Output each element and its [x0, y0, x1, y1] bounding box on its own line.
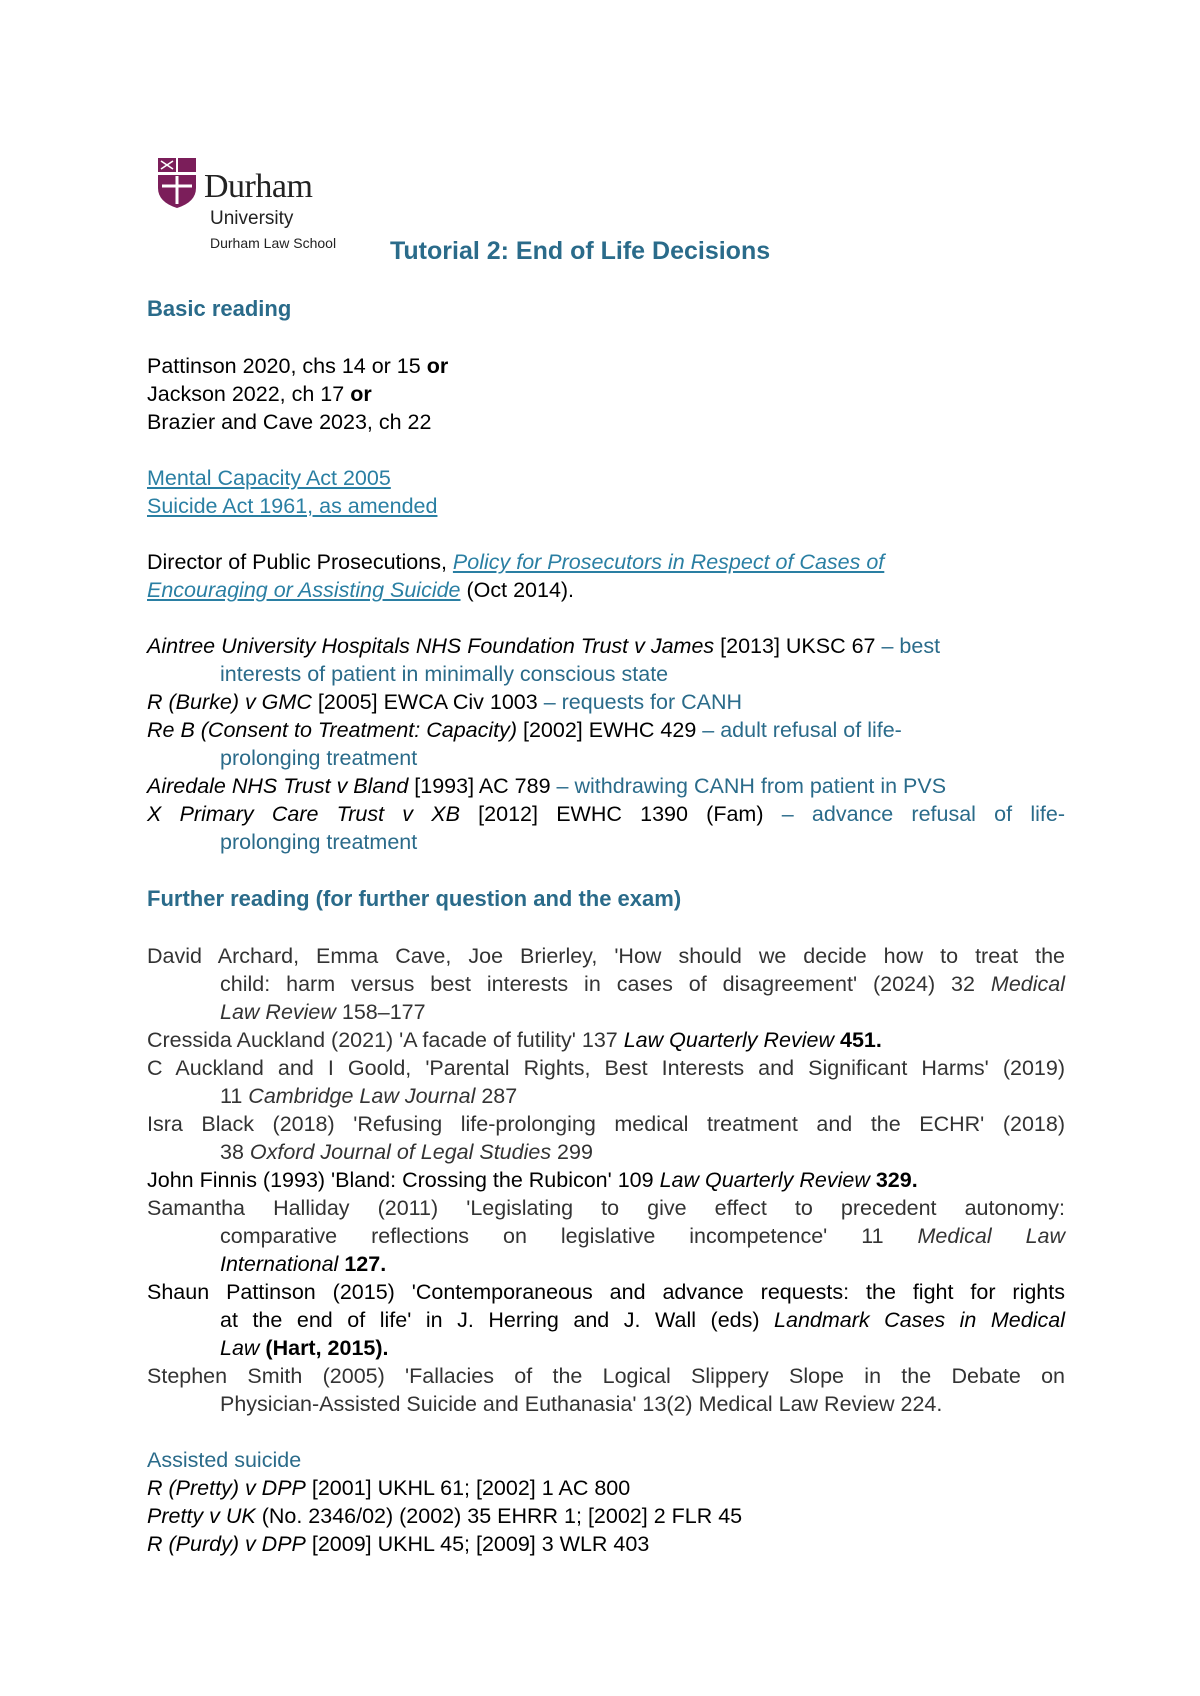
logo-name: Durham — [204, 168, 313, 205]
case-item: Pretty v UK (No. 2346/02) (2002) 35 EHRR 1; [2002] 2 FLR 45 — [147, 1504, 743, 1528]
durham-logo — [158, 158, 358, 258]
case-item: Aintree University Hospitals NHS Foundation Trust v James [2013] UKSC 67 – best interests of patient in minimally conscious state — [147, 634, 941, 686]
logo-university: University — [210, 208, 294, 229]
dpp-policy-line-2: Encouraging or Assisting Suicide (Oct 2014). — [147, 578, 575, 602]
logo-school: Durham Law School — [210, 235, 337, 251]
reading-item: David Archard, Emma Cave, Joe Brierley, 'How should we decide how to treat the child: harm versus best interests in cases of disagreement' (2024) 32 Medical Law Review 158–177 — [147, 944, 1065, 1024]
book-item: Brazier and Cave 2023, ch 22 — [147, 410, 432, 434]
reading-item: Shaun Pattinson (2015) 'Contemporaneous and advance requests: the fight for rights at the end of life' in J. Herring and J. Wall (eds) Landmark Cases in Medical Law (Hart, 2015). — [147, 1280, 1065, 1360]
dpp-policy-line: Director of Public Prosecutions, Policy for Prosecutors in Respect of Cases of — [147, 550, 885, 574]
book-item: Pattinson 2020, chs 14 or 15 or — [147, 354, 449, 378]
case-item: Airedale NHS Trust v Bland [1993] AC 789 – withdrawing CANH from patient in PVS — [147, 774, 947, 798]
page-title: Tutorial 2: End of Life Decisions — [390, 237, 771, 265]
reading-item: C Auckland and I Goold, 'Parental Rights, Best Interests and Significant Harms' (2019) 11 Cambridge Law Journal 287 — [147, 1056, 1065, 1108]
basic-reading-heading: Basic reading — [147, 296, 292, 321]
reading-item: Isra Black (2018) 'Refusing life-prolonging medical treatment and the ECHR' (2018) 38 Oxford Journal of Legal Studies 299 — [147, 1112, 1065, 1164]
book-item: Jackson 2022, ch 17 or — [147, 382, 372, 406]
dpp-policy-link[interactable]: Encouraging or Assisting Suicide — [147, 578, 461, 602]
assisted-suicide-heading: Assisted suicide — [147, 1448, 302, 1472]
durham-crest-icon — [158, 158, 204, 208]
case-item: R (Pretty) v DPP [2001] UKHL 61; [2002] 1 AC 800 — [147, 1476, 631, 1500]
reading-item: Samantha Halliday (2011) 'Legislating to give effect to precedent autonomy: comparative reflections on legislative incompetence' 11 Medical Law International 127. — [147, 1196, 1066, 1276]
reading-item: Cressida Auckland (2021) 'A facade of futility' 137 Law Quarterly Review 451. — [147, 1028, 882, 1052]
case-item: Re B (Consent to Treatment: Capacity) [2002] EWHC 429 – adult refusal of life- prolonging treatment — [147, 718, 902, 770]
case-item: R (Purdy) v DPP [2009] UKHL 45; [2009] 3 WLR 403 — [147, 1532, 650, 1556]
dpp-policy-link[interactable]: Policy for Prosecutors in Respect of Cases of — [452, 550, 885, 574]
statute-link[interactable]: Suicide Act 1961, as amended — [147, 494, 438, 518]
further-reading-heading: Further reading (for further question and the exam) — [147, 886, 682, 911]
reading-item: John Finnis (1993) 'Bland: Crossing the Rubicon' 109 Law Quarterly Review 329. — [147, 1168, 918, 1192]
reading-item: Stephen Smith (2005) 'Fallacies of the Logical Slippery Slope in the Debate on Physician-Assisted Suicide and Euthanasia' 13(2) Medical Law Review 224. — [147, 1364, 1065, 1416]
statute-link[interactable]: Mental Capacity Act 2005 — [147, 466, 391, 490]
case-item: R (Burke) v GMC [2005] EWCA Civ 1003 – requests for CANH — [147, 690, 743, 714]
case-item: X Primary Care Trust v XB [2012] EWHC 1390 (Fam) – advance refusal of life- prolonging treatment — [147, 802, 1065, 854]
